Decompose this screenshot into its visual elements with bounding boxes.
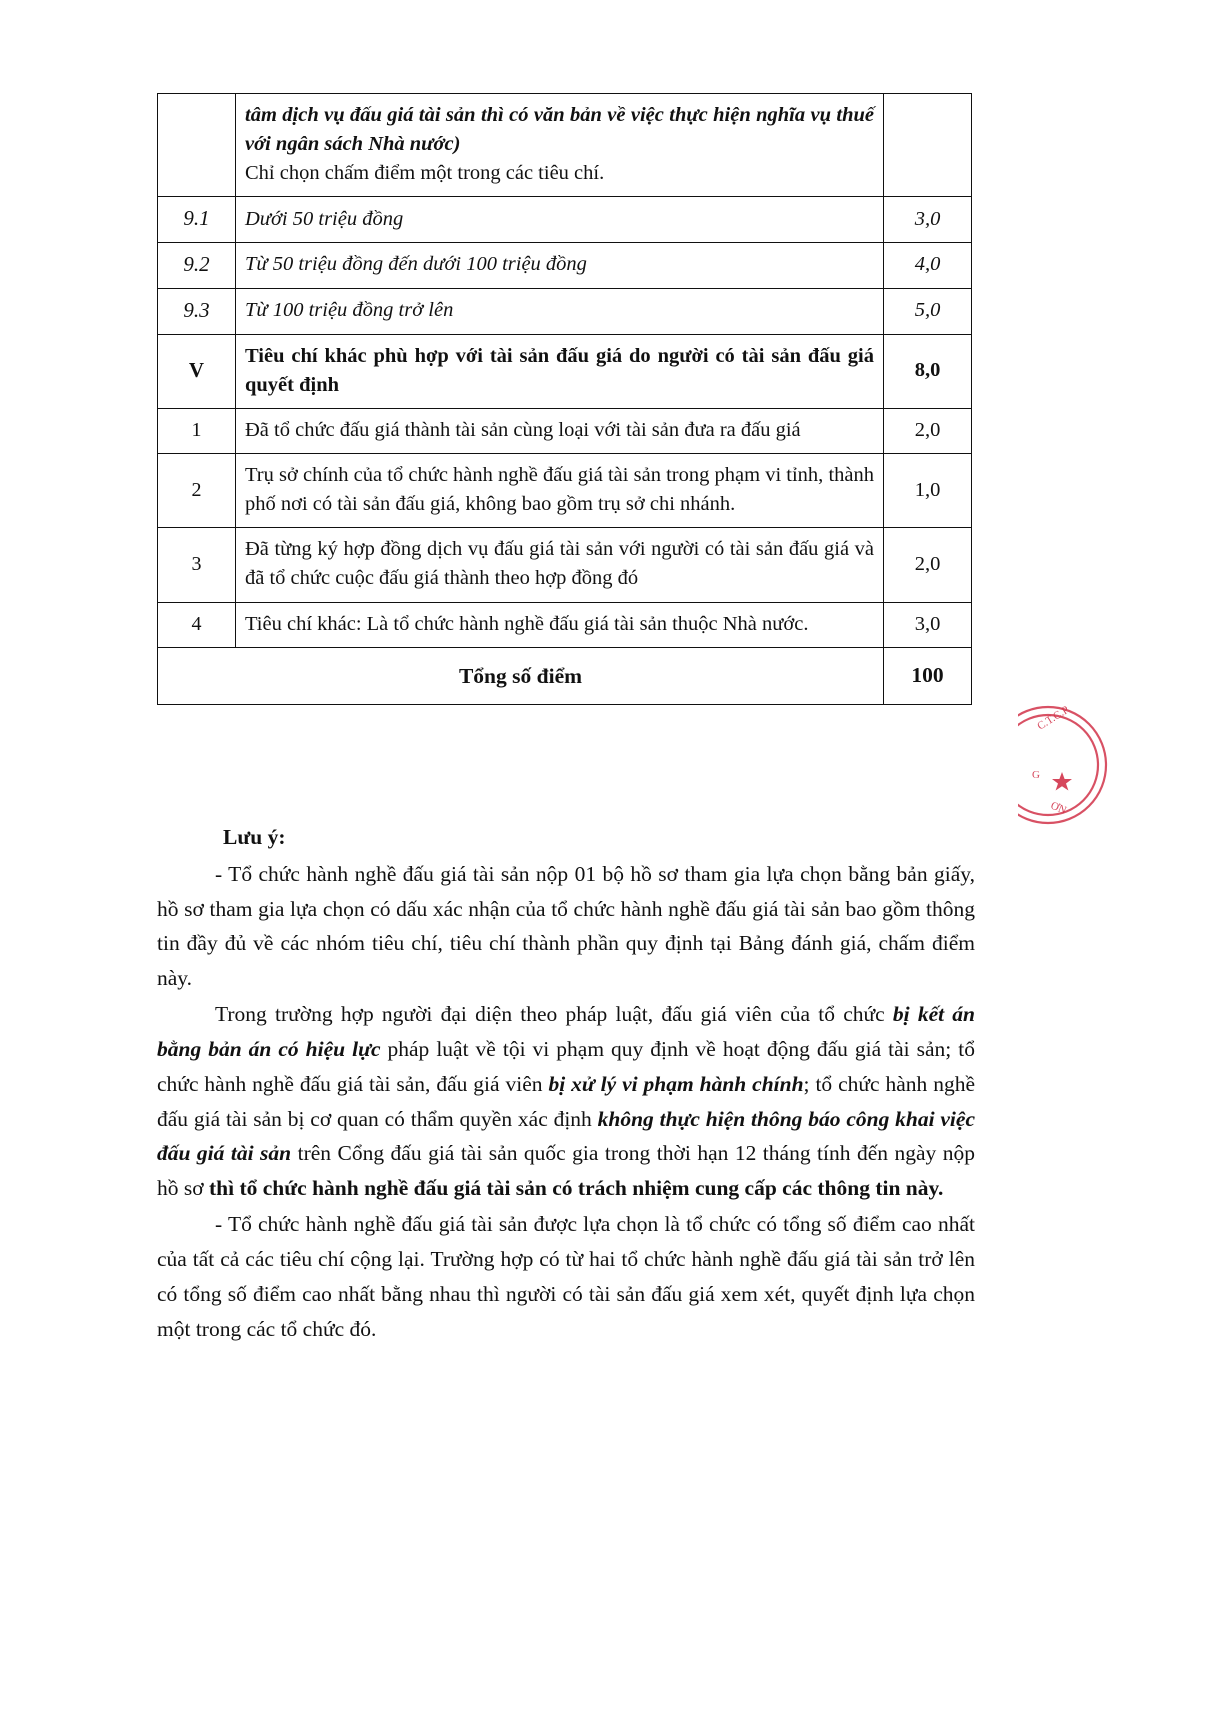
row-index-cell [158,94,236,197]
row-description-cell: Từ 100 triệu đồng trở lên [236,288,884,334]
table-row [158,288,972,334]
seal-text-fragment-1: C.T.C.P [1035,703,1072,733]
notes-section [157,820,975,1347]
total-points-cell: 100 [884,647,972,705]
table-row [158,454,972,528]
row-points-cell: 3,0 [884,602,972,647]
official-seal-stamp [1018,700,1148,830]
row-points-cell: 5,0 [884,288,972,334]
row-index-cell: V [158,334,236,408]
row-description-cell: Trụ sở chính của tổ chức hành nghề đấu giá tài sản trong phạm vi tỉnh, thành phố nơi có tài sản đấu giá, không bao gồm trụ sở chi nhánh. [236,454,884,528]
table-row [158,408,972,453]
row-description-cell: Tiêu chí khác phù hợp với tài sản đấu giá do người có tài sản đấu giá quyết định [236,334,884,408]
para2-seg-7: trên Cổng đấu giá tài sản quốc gia trong thời hạn 12 tháng tính đến ngày nộp hồ sơ [157,1141,975,1201]
para2-seg-3: pháp luật về tội vi phạm quy định về hoạt động đấu giá tài sản; tổ chức hành nghề đấu giá tài sản, đấu giá viên [157,1036,975,1096]
row-index-cell: 2 [158,454,236,528]
table-row [158,243,972,289]
table-row [158,528,972,602]
row-index-cell: 3 [158,528,236,602]
table-body [158,94,972,705]
row-points-cell: 3,0 [884,197,972,243]
row-points-cell: 2,0 [884,528,972,602]
seal-star-icon [1052,772,1072,791]
total-label-cell: Tổng số điểm [158,647,884,705]
row-description-cell [236,94,884,197]
table-row [158,197,972,243]
row-points-cell [884,94,972,197]
row-description-cell: Tiêu chí khác: Là tổ chức hành nghề đấu giá tài sản thuộc Nhà nước. [236,602,884,647]
row-description-cell: Từ 50 triệu đồng đến dưới 100 triệu đồng [236,243,884,289]
notes-paragraph-3: - Tổ chức hành nghề đấu giá tài sản được lựa chọn là tổ chức có tổng số điểm cao nhất của tất cả các tiêu chí cộng lại. Trường hợp có từ hai tổ chức hành nghề đấu giá tài sản trở lên có tổng số điểm cao nhất bằng nhau thì người có tài sản đấu giá xem xét, quyết định lựa chọn một trong các tổ chức đó. [157,1212,975,1341]
row-points-cell: 4,0 [884,243,972,289]
table-row [158,94,972,197]
para2-seg-5: ; tổ chức hành nghề đấu giá tài sản bị cơ quan có thẩm quyền xác định [157,1071,975,1131]
row-points-cell: 1,0 [884,454,972,528]
row-points-cell: 8,0 [884,334,972,408]
para2-emphasis-4: thì tổ chức hành nghề đấu giá tài sản có trách nhiệm cung cấp các thông tin này. [209,1176,944,1201]
row-index-cell: 9.3 [158,288,236,334]
row-desc-line: Chỉ chọn chấm điểm một trong các tiêu chí. [245,162,605,185]
para2-emphasis-2: bị xử lý vi phạm hành chính [548,1071,804,1096]
table-row [158,334,972,408]
criteria-scoring-table [157,93,972,705]
table-row-total [158,647,972,705]
row-index-cell: 1 [158,408,236,453]
para2-emphasis-1: bị kết án bằng bản án có hiệu lực [157,1002,975,1061]
seal-text-fragment-3: ƠN [1048,799,1069,817]
row-points-cell: 2,0 [884,408,972,453]
row-description-cell: Dưới 50 triệu đồng [236,197,884,243]
notes-heading: Lưu ý: [223,825,286,849]
row-index-cell: 9.2 [158,243,236,289]
notes-paragraph-1: - Tổ chức hành nghề đấu giá tài sản nộp 01 bộ hồ sơ tham gia lựa chọn bằng bản giấy, hồ sơ tham gia lựa chọn có dấu xác nhận của tổ chức hành nghề đấu giá tài sản bao gồm thông tin đầy đủ về các nhóm tiêu chí, tiêu chí thành phần quy định tại Bảng đánh giá, chấm điểm này. [157,861,975,991]
notes-paragraph-2 [157,997,975,1206]
row-index-cell: 9.1 [158,197,236,243]
row-description-cell: Đã từng ký hợp đồng dịch vụ đấu giá tài sản với người có tài sản đấu giá và đã tổ chức cuộc đấu giá thành theo hợp đồng đó [236,528,884,602]
seal-text-fragment-2: G [1032,769,1040,781]
row-desc-line: tâm dịch vụ đấu giá tài sản thì có văn bản về việc thực hiện nghĩa vụ thuế với ngân sách Nhà nước) [245,104,874,156]
para2-seg-1: Trong trường hợp người đại diện theo pháp luật, đấu giá viên của tổ chức [215,1002,893,1027]
row-description-cell: Đã tổ chức đấu giá thành tài sản cùng loại với tài sản đưa ra đấu giá [236,408,884,453]
para2-emphasis-3: không thực hiện thông báo công khai việc đấu giá tài sản [157,1106,975,1166]
row-index-cell: 4 [158,602,236,647]
table-row [158,602,972,647]
